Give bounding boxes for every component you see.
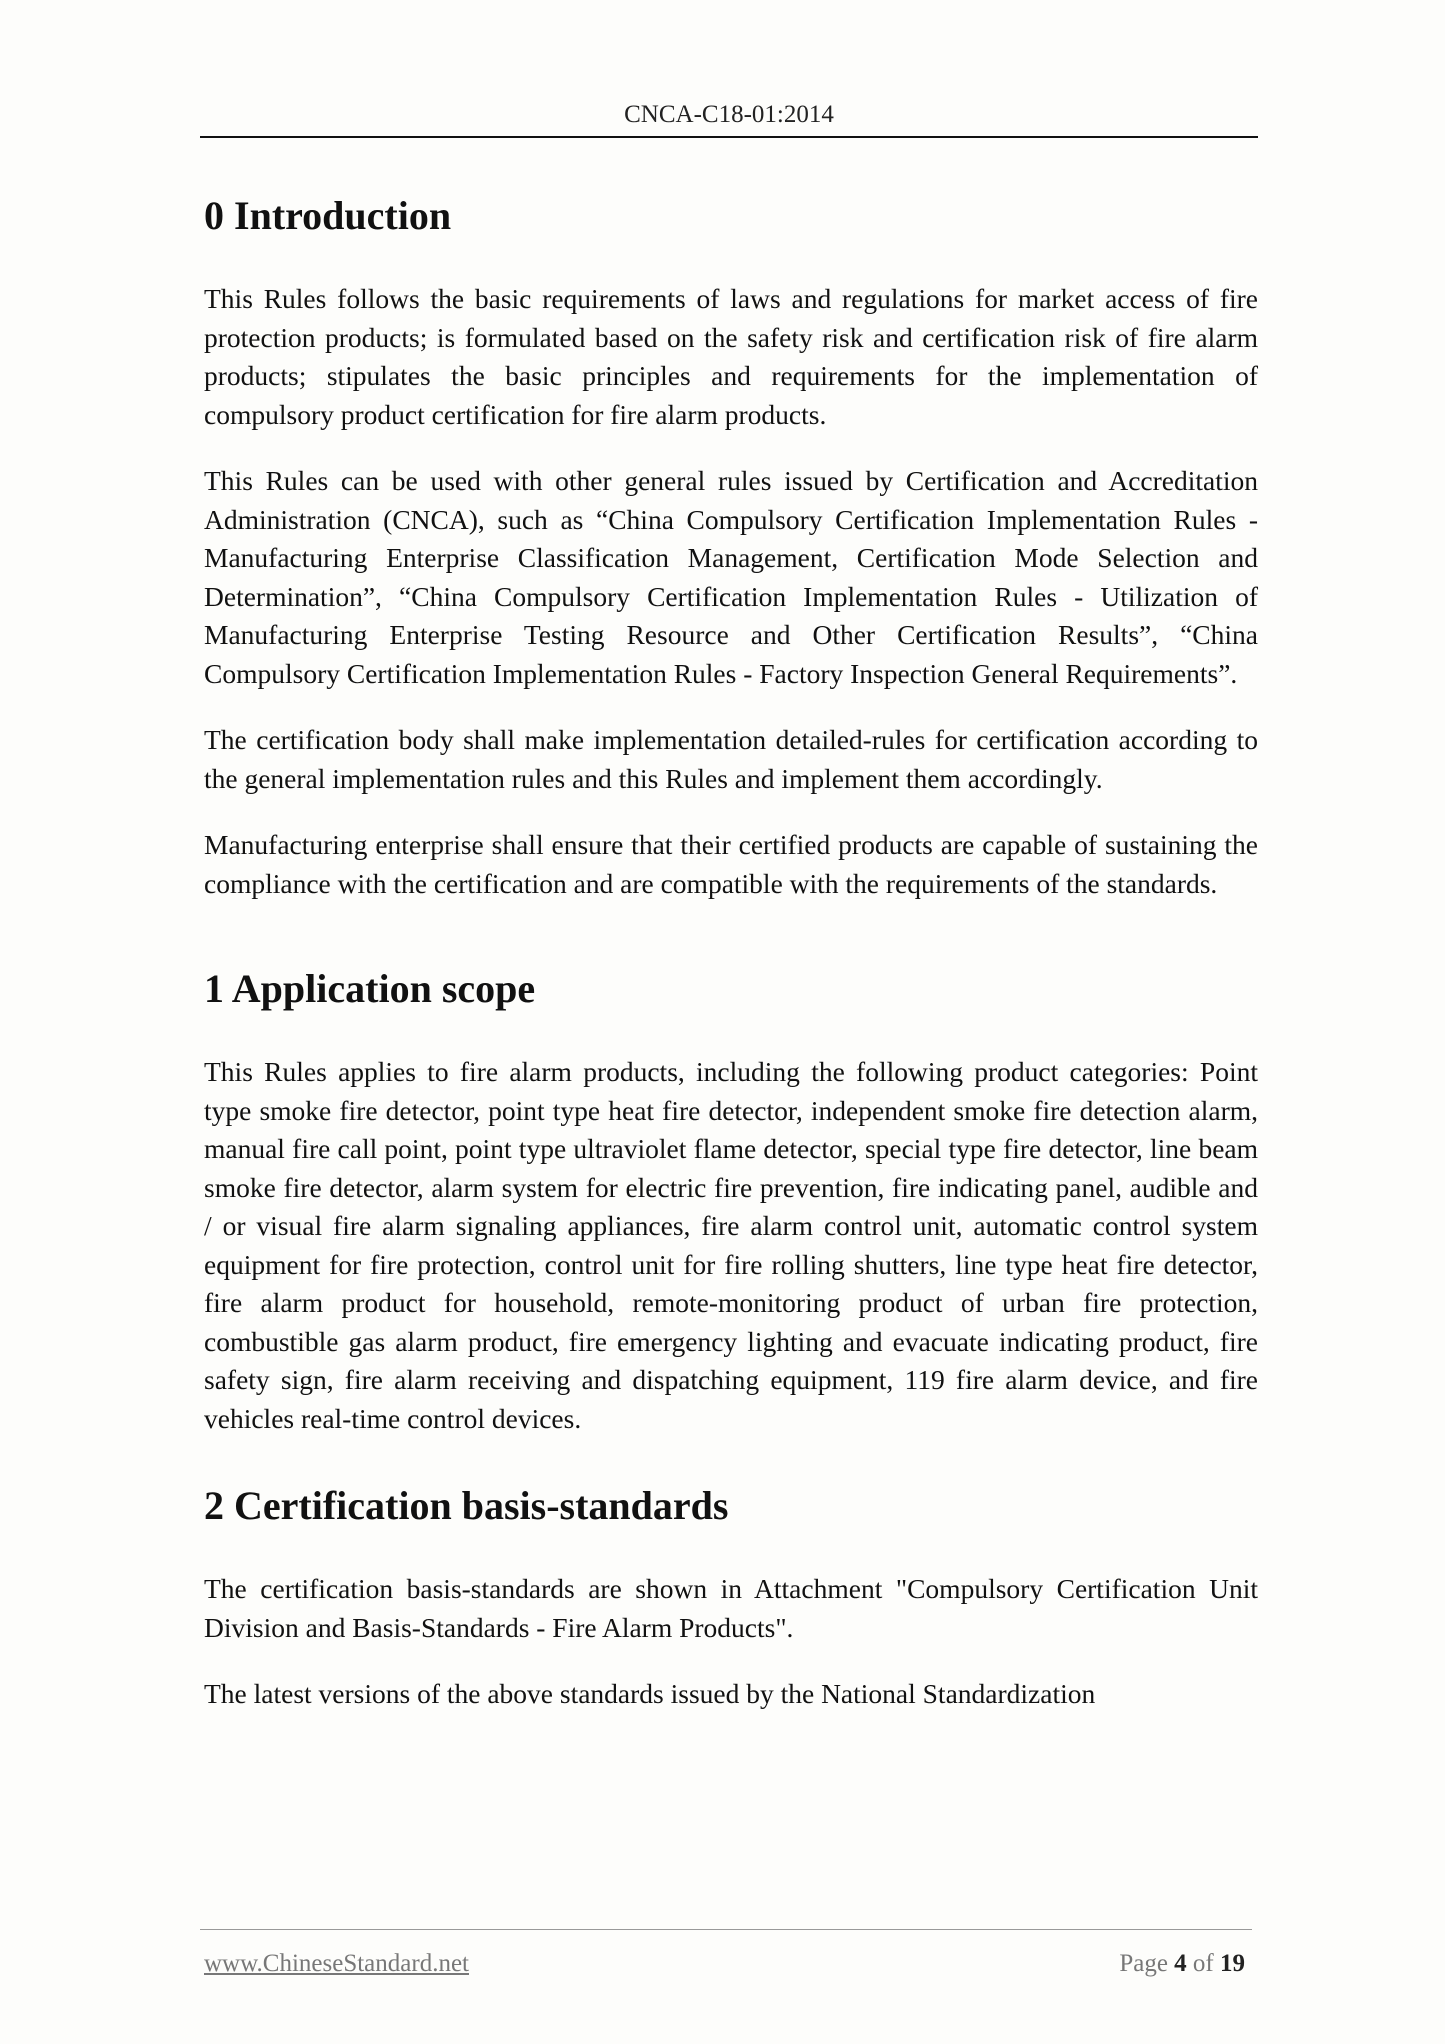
page-current: 4 [1174,1950,1187,1977]
website-link[interactable]: www.ChineseStandard.net [204,1950,469,1977]
page-indicator [1119,1950,1245,1978]
basis-paragraph-1: The certification basis-standards are shown in Attachment "Compulsory Certification Unit Division and Basis-Standards - Fire Alarm Products". [204,1573,1258,1643]
intro-paragraph-4: Manufacturing enterprise shall ensure that their certified products are capable of sustaining the compliance with the certification and are compatible with the requirements of the standards. [204,829,1258,899]
basis-paragraph-2: The latest versions of the above standards issued by the National Standardization [204,1678,1096,1709]
footer-divider [200,1929,1252,1930]
page-header: CNCA-C18-01:2014 [624,101,834,128]
of-word: of [1192,1950,1214,1977]
section-heading-application-scope: 1 Application scope [204,966,536,1011]
intro-paragraph-3: The certification body shall make implementation detailed-rules for certification according to the general implementation rules and this Rules and implement them accordingly. [204,724,1258,794]
intro-paragraph-2: This Rules can be used with other general rules issued by Certification and Accreditation Administration (CNCA), such as “China Compulsory Certification Implementation Rules - Manufacturing Enterprise Classification Management, Certification Mode Selection and Determination”, “China Compulsory Certification Implementation Rules - Utilization of Manufacturing Enterprise Testing Resource and Other Certification Results”, “China Compulsory Certification Implementation Rules - Factory Inspection General Requirements”. [204,465,1258,689]
section-heading-certification-basis: 2 Certification basis-standards [204,1483,729,1528]
section-heading-introduction: 0 Introduction [204,193,452,238]
header-divider [200,136,1258,138]
intro-paragraph-1: This Rules follows the basic requirements of laws and regulations for market access of fire protection products; is formulated based on the safety risk and certification risk of fire alarm products; stipulates the basic principles and requirements for the implementation of compulsory product certification for fire alarm products. [204,283,1258,430]
scope-paragraph-1: This Rules applies to fire alarm products, including the following product categories: Point type smoke fire detector, point type heat fire detector, independent smoke fire detection alarm, manual fire call point, point type ultraviolet flame detector, special type fire detector, line beam smoke fire detector, alarm system for electric fire prevention, fire indicating panel, audible and / or visual fire alarm signaling appliances, fire alarm control unit, automatic control system equipment for fire protection, control unit for fire rolling shutters, line type heat fire detector, fire alarm product for household, remote-monitoring product of urban fire protection, combustible gas alarm product, fire emergency lighting and evacuate indicating product, fire safety sign, fire alarm receiving and dispatching equipment, 119 fire alarm device, and fire vehicles real-time control devices. [204,1056,1258,1434]
page-total: 19 [1220,1950,1245,1977]
page-word: Page [1119,1950,1168,1977]
document-body [204,192,1258,1742]
